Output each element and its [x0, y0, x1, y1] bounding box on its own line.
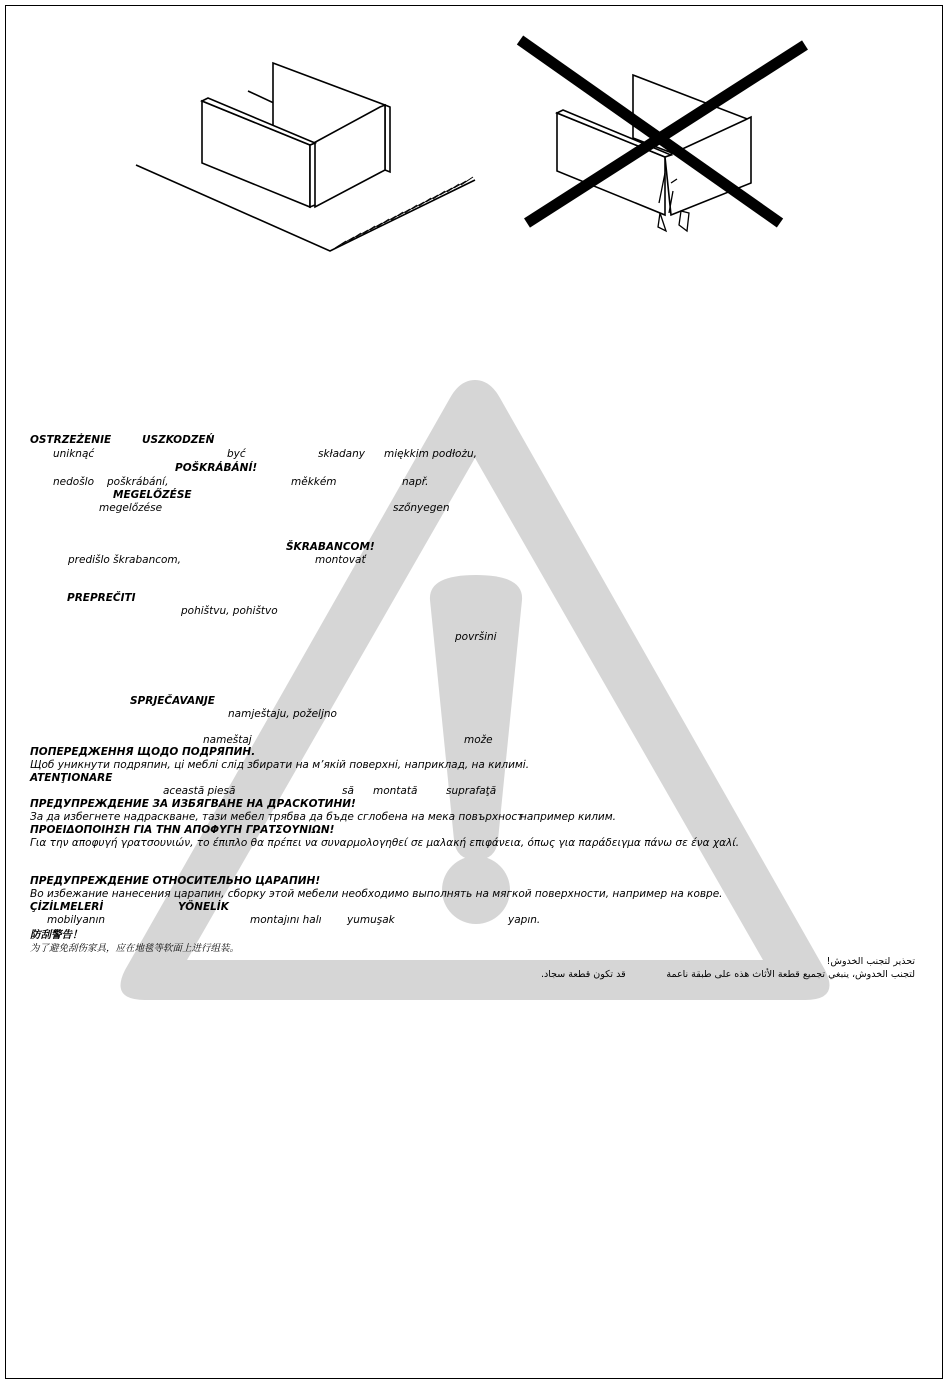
sk-warning-heading: ŠKRABANCOM!	[286, 541, 375, 553]
hr-warning-heading: SPRJEČAVANJE	[130, 695, 215, 707]
hr-word-1: namještaju, poželjno	[228, 708, 337, 720]
pl-warning-heading-2: USZKODZEŃ	[142, 434, 215, 446]
sl-word-2: površini	[455, 631, 497, 643]
ru-warning-heading: ПРЕДУПРЕЖДЕНИЕ ОТНОСИТЕЛЬНО ЦАРАПИН!	[30, 875, 321, 887]
ru-warning-body: Во избежание нанесения царапин, сборку этой мебели необходимо выполнять на мягкой поверхности, например на ковре.	[30, 888, 723, 900]
cs-word-2: poškrábání,	[107, 476, 169, 488]
zh-warning-heading: 防刮警告！	[30, 929, 83, 941]
tr-warning-heading-1: ÇİZİLMELERİ	[30, 901, 104, 913]
sl-word-1: pohištvu, pohištvo	[181, 605, 278, 617]
cs-word-4: např.	[402, 476, 429, 488]
pl-word-1: uniknąć	[53, 448, 95, 460]
sr-word-1: nameštaj	[203, 734, 252, 746]
furniture-on-hard-floor-crossed-illustration	[515, 35, 815, 235]
pl-warning-heading-1: OSTRZEŻENIE	[30, 434, 112, 446]
sk-word-1: predišlo škrabancom,	[68, 554, 181, 566]
pl-word-3: składany	[318, 448, 365, 460]
cs-word-3: měkkém	[291, 476, 337, 488]
hu-warning-heading: MEGELŐZÉSE	[113, 489, 192, 501]
ro-warning-heading: ATENŢIONARE	[30, 772, 113, 784]
hu-word-2: szőnyegen	[393, 502, 450, 514]
hu-word-1: megelőzése	[99, 502, 163, 514]
uk-warning-heading: ПОПЕРЕДЖЕННЯ ЩОДО ПОДРЯПИН.	[30, 746, 256, 758]
sk-word-2: montovať	[315, 554, 366, 566]
cs-word-1: nedošlo	[53, 476, 95, 488]
tr-word-4: yapın.	[508, 914, 541, 926]
tr-word-3: yumuşak	[347, 914, 395, 926]
ar-warning-body-2: قد تكون قطعة سجاد.	[541, 969, 626, 980]
el-warning-heading: ΠΡΟΕΙΔΟΠΟΙΗΣΗ ΓΙΑ ΤΗΝ ΑΠΟΦΥΓΗ ΓΡΑΤΣΟΥΝΙΩΝ!	[30, 824, 335, 836]
ar-warning-heading: تحذير لتجنب الخدوش!	[826, 956, 915, 967]
tr-word-1: mobilyanın	[47, 914, 106, 926]
tr-word-2: montajını halı	[250, 914, 322, 926]
bg-warning-body-1: За да избегнете надраскване, тази мебел трябва да бъде сглобена на мека повърхност	[30, 811, 524, 823]
ro-word-3: montată	[373, 785, 418, 797]
zh-warning-body: 为了避免刮伤家具，应在地毯等软面上进行组装。	[30, 943, 240, 954]
furniture-on-carpet-illustration	[130, 55, 490, 265]
cs-warning-heading: POŠKRÁBÁNÍ!	[175, 462, 258, 474]
el-warning-body: Για την αποφυγή γρατσουνιών, το έπιπλο θα πρέπει να συναρμολογηθεί σε μαλακή επιφάνεια, όπως για παράδειγμα πάνω σε ένα χαλί.	[30, 837, 740, 849]
sr-word-2: može	[464, 734, 493, 746]
tr-warning-heading-2: YÖNELİK	[178, 901, 229, 913]
pl-word-2: być	[227, 448, 246, 460]
bg-warning-heading: ПРЕДУПРЕЖДЕНИЕ ЗА ИЗБЯГВАНЕ НА ДРАСКОТИНИ!	[30, 798, 356, 810]
pl-word-4: miękkim podłożu,	[384, 448, 477, 460]
bg-warning-body-2: например килим.	[520, 811, 616, 823]
ro-word-4: suprafaţă	[446, 785, 497, 797]
uk-warning-body: Щоб уникнути подряпин, ці меблі слід збирати на м’якій поверхні, наприклад, на килимі.	[30, 759, 530, 771]
ro-word-2: să	[342, 785, 354, 797]
sl-warning-heading: PREPREČITI	[67, 592, 136, 604]
ro-word-1: această piesă	[163, 785, 236, 797]
ar-warning-body-1: لتجنب الخدوش، ينبغي تجميع قطعة الأثاث هذه على طبقة ناعمة	[666, 969, 915, 980]
